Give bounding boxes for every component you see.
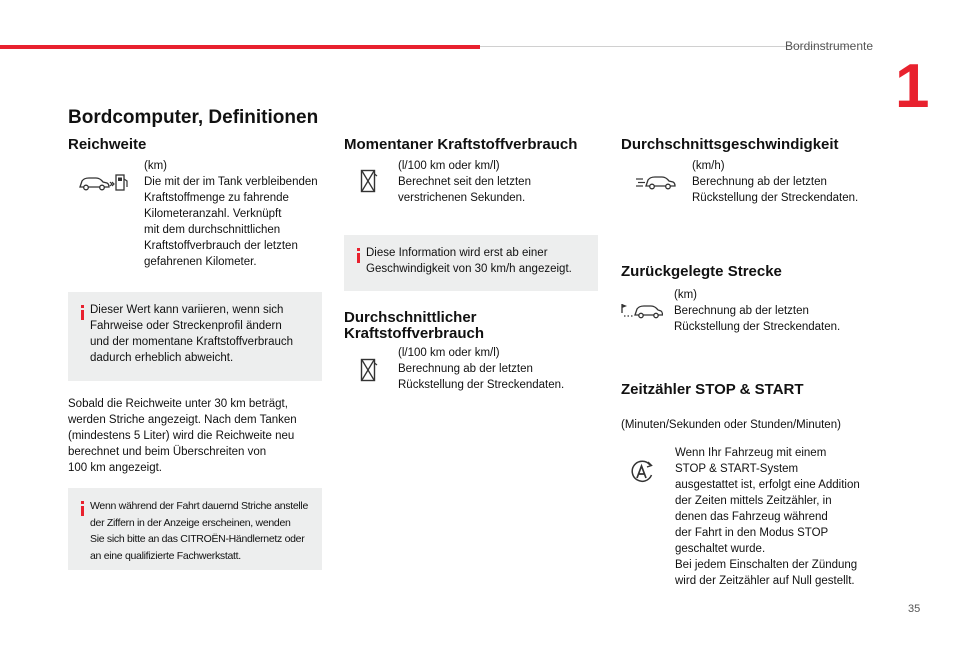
note-reichweite-dashes: Wenn während der Fahrt dauernd Striche anstelle der Ziffern in der Anzeige erscheinen, wenden Sie sich bitte an das CITROËN-Händlernetz oder an eine qualifizierte Fachwerkstatt.	[68, 488, 322, 570]
reichweite-description: (km) Die mit der im Tank verbleibenden Kraftstoffmenge zu fahrende Kilometeranzahl. Verknüpft mit dem durchschnittlichen Kraftstoffverbrauch der letzten gefahrenen Kilometer.	[144, 160, 318, 268]
heading-zurueckgelegte-strecke: Zurückgelegte Strecke	[621, 263, 782, 280]
stop-start-description: Wenn Ihr Fahrzeug mit einem STOP & START-System ausgestattet ist, erfolgt eine Addition der Zeiten mittels Zeitzähler, in denen das Fahrzeug während der Fahrt in den Modus STOP geschaltet wurde. Bei jedem Einschalten der Zündung wird der Zeitzähler auf Null gestellt.	[675, 447, 860, 587]
durchschnitt-verbrauch-description: (l/100 km oder km/l) Berechnung ab der letzten Rückstellung der Streckendaten.	[398, 347, 565, 391]
info-marker-icon	[81, 501, 84, 516]
car-speed-icon	[636, 172, 676, 192]
heading-durchschnittsgeschwindigkeit: Durchschnittsgeschwindigkeit	[621, 136, 839, 153]
car-fuel-range-icon	[77, 172, 129, 194]
stop-start-unit: (Minuten/Sekunden oder Stunden/Minuten)	[621, 419, 841, 431]
car-distance-icon	[619, 301, 663, 321]
section-title: Bordinstrumente	[784, 39, 873, 53]
fuel-pump-crossed-icon	[360, 169, 378, 193]
page-title: Bordcomputer, Definitionen	[68, 107, 319, 128]
strecke-description: (km) Berechnung ab der letzten Rückstellung der Streckendaten.	[674, 289, 841, 333]
note-reichweite-variation: Dieser Wert kann variieren, wenn sich Fahrweise oder Streckenprofil ändern und der momentane Kraftstoffverbrauch dadurch erheblich abweicht.	[68, 292, 322, 381]
heading-durchschnitt-verbrauch: Durchschnittlicher Kraftstoffverbrauch	[344, 309, 485, 342]
heading-stop-start: Zeitzähler STOP & START	[621, 381, 804, 398]
heading-reichweite: Reichweite	[68, 136, 147, 153]
heading-momentan: Momentaner Kraftstoffverbrauch	[344, 136, 578, 153]
fuel-pump-crossed-icon	[360, 358, 378, 382]
reichweite-body: Sobald die Reichweite unter 30 km beträgt, werden Striche angezeigt. Nach dem Tanken (mindestens 5 Liter) wird die Reichweite neu berechnet und beim Überschreiten von 100 km angezeigt.	[68, 398, 297, 474]
momentan-description: (l/100 km oder km/l) Berechnet seit den letzten verstrichenen Sekunden.	[398, 160, 531, 204]
page-number: 35	[908, 603, 921, 615]
header-accent-bar	[0, 45, 480, 49]
stop-start-a-icon	[629, 459, 655, 485]
chapter-number: 1	[895, 52, 930, 121]
note-momentan-speed: Diese Information wird erst ab einer Geschwindigkeit von 30 km/h angezeigt.	[344, 235, 598, 291]
info-marker-icon	[357, 248, 360, 263]
info-marker-icon	[81, 305, 84, 320]
durchschnittsgeschwindigkeit-description: (km/h) Berechnung ab der letzten Rückstellung der Streckendaten.	[692, 160, 859, 204]
